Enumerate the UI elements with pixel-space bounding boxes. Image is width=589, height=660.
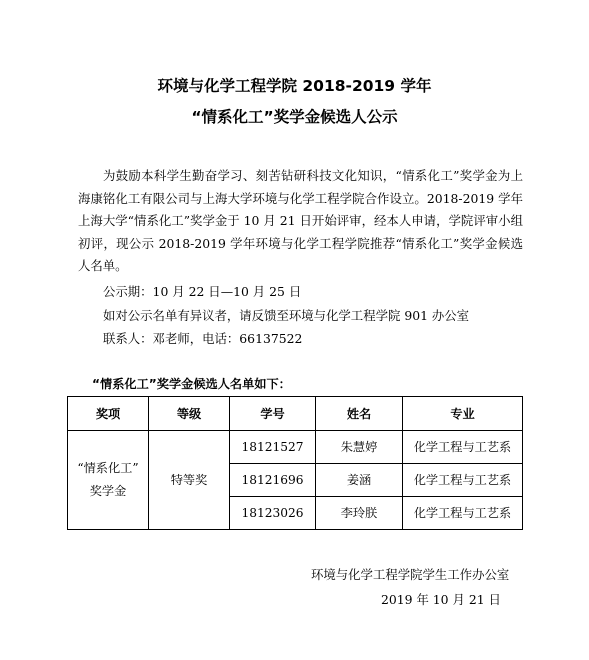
candidate-table [67,396,523,530]
major-cell: 化学工程与工艺系 [403,464,523,497]
award-name: “情系化工” [77,461,139,475]
major-cell: 化学工程与工艺系 [403,431,523,464]
header-level: 等级 [149,397,230,431]
header-student-id: 学号 [230,397,316,431]
title-line-2: “情系化工”奖学金候选人公示 [191,108,398,126]
issuing-office: 环境与化学工程学院学生工作办公室 [311,567,510,582]
student-id-cell: 18121696 [230,464,316,497]
major-cell: 化学工程与工艺系 [403,497,523,530]
objection-notice: 如对公示名单有异议者，请反馈至环境与化学工程学院 901 办公室 [103,308,470,323]
intro-paragraph: 为鼓励本科学生勤奋学习、刻苦钻研科技文化知识，“情系化工”奖学金为上海康铭化工有限公司与上海大学环境与化学工程学院合作设立。2018-2019 学年上海大学“情系化工”奖学金于 10 月 21 日开始评审，经本人申请，学院评审小组初评，现公示 2018-2019 学年环境与化学工程学院推荐“情系化工”奖学金候选人名单。 [78,168,523,274]
header-name: 姓名 [316,397,403,431]
header-award: 奖项 [68,397,149,431]
table-row [68,431,523,464]
issue-date: 2019 年 10 月 21 日 [381,592,501,607]
level-cell: 特等奖 [149,431,230,530]
student-name-cell: 朱慧婷 [316,431,403,464]
student-id-cell: 18123026 [230,497,316,530]
student-name-cell: 李玲朕 [316,497,403,530]
table-header-row [68,397,523,431]
award-suffix: 奖学金 [89,484,127,498]
award-cell [68,431,149,530]
contact-info: 联系人：邓老师，电话：66137522 [103,331,303,346]
student-name-cell: 姜涵 [316,464,403,497]
student-id-cell: 18121527 [230,431,316,464]
header-major: 专业 [403,397,523,431]
list-heading: “情系化工”奖学金候选人名单如下： [92,377,291,391]
publicity-period: 公示期：10 月 22 日—10 月 25 日 [103,284,302,299]
title-line-1: 环境与化学工程学院 2018-2019 学年 [157,77,432,95]
